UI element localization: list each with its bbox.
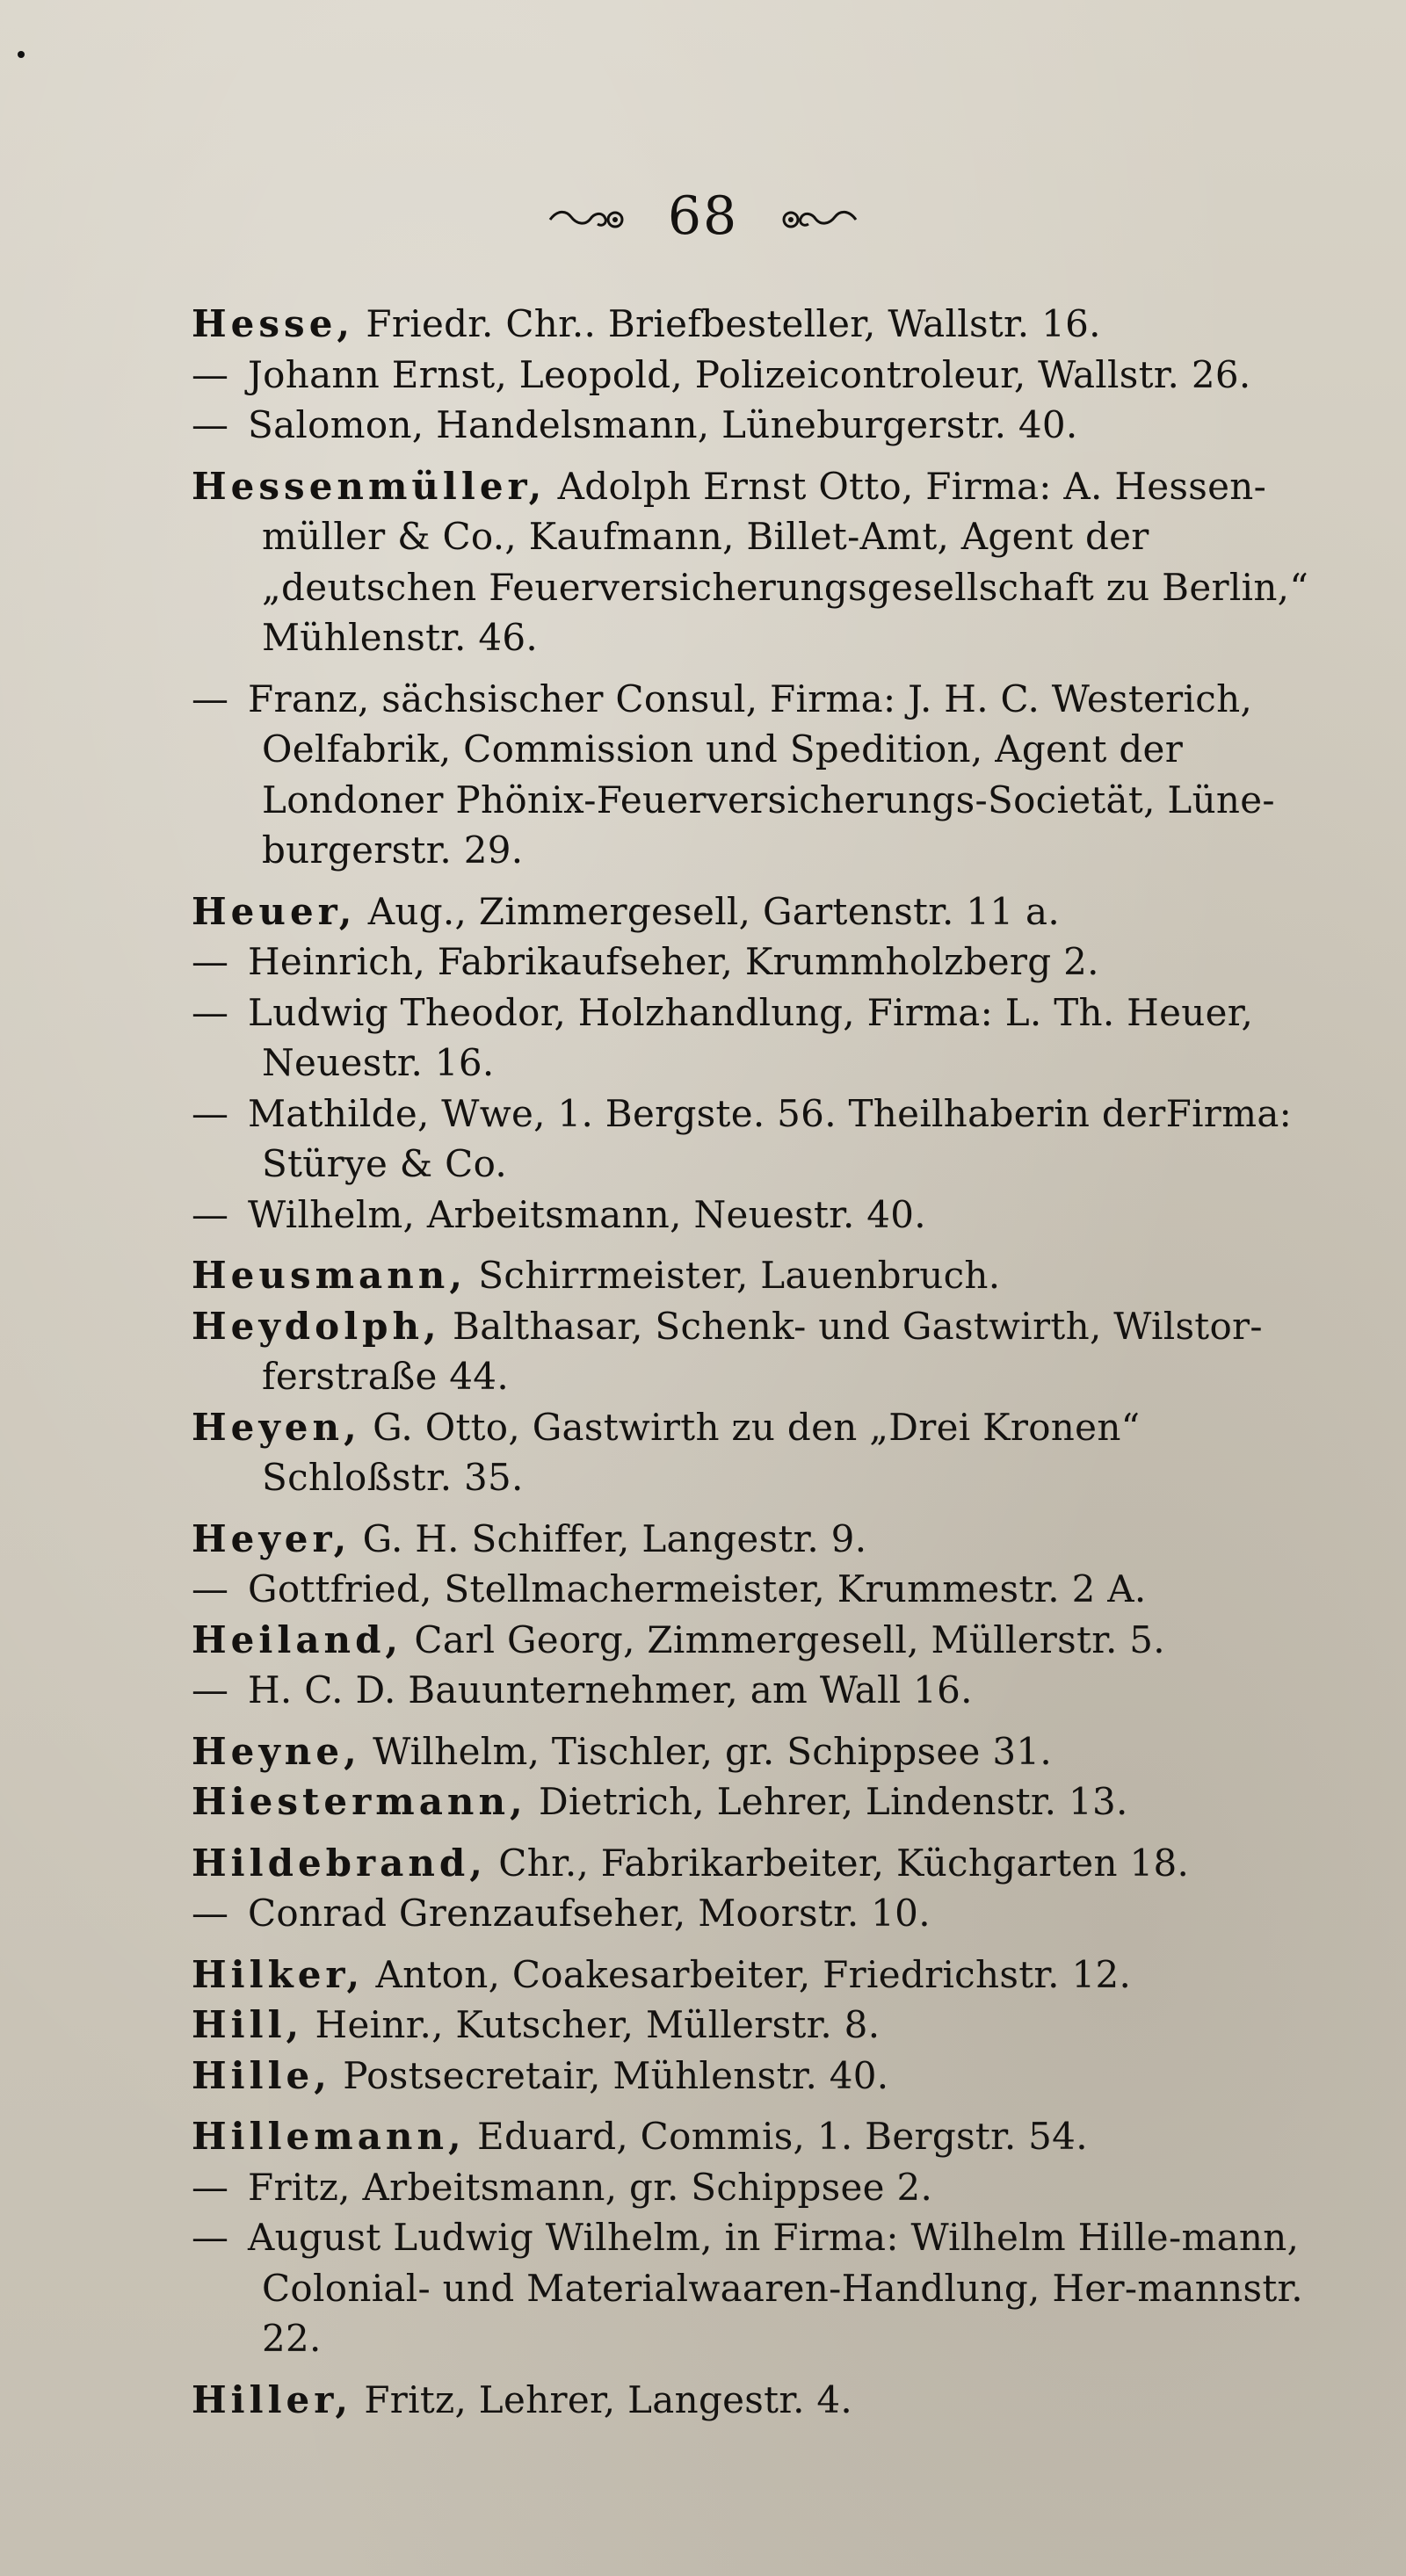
- directory-entry: [192, 1514, 1334, 1565]
- directory-subentry: — Salomon, Handelsmann, Lüneburgerstr. 40.: [192, 403, 1078, 446]
- directory-subentry: — August Ludwig Wilhelm, in Firma: Wilhelm Hille-mann, Colonial- und Materialwaaren-Handlung, Her-mannstr. 22.: [192, 2216, 1303, 2360]
- entry-text: Fritz, Arbeitsmann, gr. Schippsee 2.: [248, 2165, 933, 2209]
- entry-text: Gottfried, Stellmachermeister, Krummestr. 2 A.: [248, 1567, 1147, 1610]
- entry-text: Heinr., Kutscher, Müllerstr. 8.: [315, 2003, 881, 2046]
- directory-subentry: — Gottfried, Stellmachermeister, Krummestr. 2 A.: [192, 1567, 1147, 1610]
- entry-surname: Heyne,: [192, 1729, 361, 1773]
- directory-entry: [192, 1950, 1334, 2001]
- entry-text: Fritz, Lehrer, Langestr. 4.: [364, 2377, 853, 2421]
- entry-text: Anton, Coakesarbeiter, Friedrichstr. 12.: [375, 1952, 1132, 1996]
- directory-subentry: — Wilhelm, Arbeitsmann, Neuestr. 40.: [192, 1192, 926, 1236]
- directory-entry: [192, 299, 1334, 350]
- entry-surname: Heusmann,: [192, 1254, 467, 1297]
- directory-entry: [192, 1776, 1334, 1827]
- entry-text: Carl Georg, Zimmergesell, Müllerstr. 5.: [414, 1617, 1165, 1661]
- entry-surname: Heuer,: [192, 889, 357, 933]
- left-ornament-icon: [547, 205, 630, 235]
- entry-text: Dietrich, Lehrer, Lindenstr. 13.: [538, 1780, 1128, 1823]
- right-ornament-icon: [776, 205, 859, 235]
- entry-surname: Hildebrand,: [192, 1841, 487, 1885]
- ink-speck: [18, 51, 25, 58]
- entry-text: Eduard, Commis, 1. Bergstr. 54.: [476, 2115, 1088, 2158]
- directory-entry: [192, 461, 1334, 663]
- entry-text: G. H. Schiffer, Langestr. 9.: [362, 1516, 867, 1560]
- entry-text: Conrad Grenzaufseher, Moorstr. 10.: [248, 1892, 931, 1935]
- directory-subentry: — Ludwig Theodor, Holzhandlung, Firma: L. Th. Heuer, Neuestr. 16.: [192, 990, 1254, 1084]
- directory-subentry: — Franz, sächsischer Consul, Firma: J. H. C. Westerich, Oelfabrik, Commission und Spedition, Agent der Londoner Phönix-Feuerversicherungs-Societät, Lüne-burgerstr. 29.: [192, 677, 1275, 872]
- directory-subentry: — Johann Ernst, Leopold, Polizeicontroleur, Wallstr. 26.: [192, 352, 1251, 396]
- entry-text: Mathilde, Wwe, 1. Bergste. 56. Theilhaberin derFirma: Stürye & Co.: [248, 1091, 1293, 1185]
- directory-subentry: — Fritz, Arbeitsmann, gr. Schippsee 2.: [192, 2165, 933, 2209]
- directory-entry: [192, 1838, 1334, 1889]
- entry-text: Heinrich, Fabrikaufseher, Krummholzberg 2.: [248, 940, 1099, 983]
- entry-surname: Heydolph,: [192, 1304, 441, 1348]
- entry-text: H. C. D. Bauunternehmer, am Wall 16.: [248, 1668, 973, 1711]
- directory-entry: [192, 2000, 1334, 2051]
- entry-surname: Heyer,: [192, 1516, 352, 1560]
- directory-subentry: — H. C. D. Bauunternehmer, am Wall 16.: [192, 1668, 973, 1711]
- entry-surname: Hilker,: [192, 1952, 365, 1996]
- directory-subentry: — Conrad Grenzaufseher, Moorstr. 10.: [192, 1892, 931, 1935]
- entry-text: August Ludwig Wilhelm, in Firma: Wilhelm Hille-mann, Colonial- und Materialwaaren-Handlung, Her-mannstr. 22.: [248, 2216, 1303, 2360]
- directory-entry: [192, 2375, 1334, 2426]
- entry-surname: Hesse,: [192, 302, 355, 345]
- directory-entry: [192, 1301, 1334, 1402]
- entry-text: Wilhelm, Tischler, gr. Schippsee 31.: [373, 1729, 1053, 1773]
- directory-entry: [192, 2111, 1334, 2162]
- entry-surname: Hiller,: [192, 2377, 352, 2421]
- directory-entry: [192, 1726, 1334, 1777]
- directory-entry: [192, 1250, 1334, 1301]
- entry-text: Franz, sächsischer Consul, Firma: J. H. C. Westerich, Oelfabrik, Commission und Spedition, Agent der Londoner Phönix-Feuerversicherungs-Societät, Lüne-burgerstr. 29.: [248, 677, 1275, 872]
- directory-subentry: — Heinrich, Fabrikaufseher, Krummholzberg 2.: [192, 940, 1099, 983]
- entry-text: Chr., Fabrikarbeiter, Küchgarten 18.: [498, 1841, 1190, 1885]
- entry-text: Ludwig Theodor, Holzhandlung, Firma: L. Th. Heuer, Neuestr. 16.: [248, 990, 1254, 1084]
- entry-text: Balthasar, Schenk- und Gastwirth, Wilstor-ferstraße 44.: [262, 1304, 1263, 1398]
- entry-surname: Hiestermann,: [192, 1780, 527, 1823]
- entry-text: Aug., Zimmergesell, Gartenstr. 11 a.: [367, 889, 1060, 933]
- directory-subentry: — Mathilde, Wwe, 1. Bergste. 56. Theilhaberin derFirma: Stürye & Co.: [192, 1091, 1293, 1185]
- entry-text: Schirrmeister, Lauenbruch.: [478, 1254, 1001, 1297]
- directory-entry: [192, 2051, 1334, 2102]
- entry-text: G. Otto, Gastwirth zu den „Drei Kronen“ Schloßstr. 35.: [262, 1405, 1141, 1499]
- entry-surname: Hessenmüller,: [192, 464, 547, 508]
- directory-entry: [192, 886, 1334, 937]
- entry-text: Wilhelm, Arbeitsmann, Neuestr. 40.: [248, 1192, 926, 1236]
- entry-surname: Heyen,: [192, 1405, 361, 1449]
- entry-surname: Hill,: [192, 2003, 304, 2046]
- entry-text: Adolph Ernst Otto, Firma: A. Hessen-müller & Co., Kaufmann, Billet-Amt, Agent der „deutschen Feuerversicherungsgesellschaft zu Berlin,“ Mühlenstr. 46.: [262, 464, 1309, 659]
- page-number: 68: [667, 185, 739, 247]
- directory-entry: [192, 1402, 1334, 1503]
- entry-text: Johann Ernst, Leopold, Polizeicontroleur, Wallstr. 26.: [248, 352, 1251, 396]
- entry-text: Salomon, Handelsmann, Lüneburgerstr. 40.: [248, 403, 1078, 446]
- page-header: [0, 181, 1406, 251]
- entry-surname: Hille,: [192, 2053, 331, 2097]
- directory-entry: [192, 1615, 1334, 1666]
- entry-surname: Heiland,: [192, 1617, 403, 1661]
- directory-listing: [192, 288, 1334, 2425]
- entry-text: Friedr. Chr.. Briefbesteller, Wallstr. 16.: [366, 302, 1101, 345]
- entry-text: Postsecretair, Mühlenstr. 40.: [343, 2053, 889, 2097]
- entry-surname: Hillemann,: [192, 2115, 466, 2158]
